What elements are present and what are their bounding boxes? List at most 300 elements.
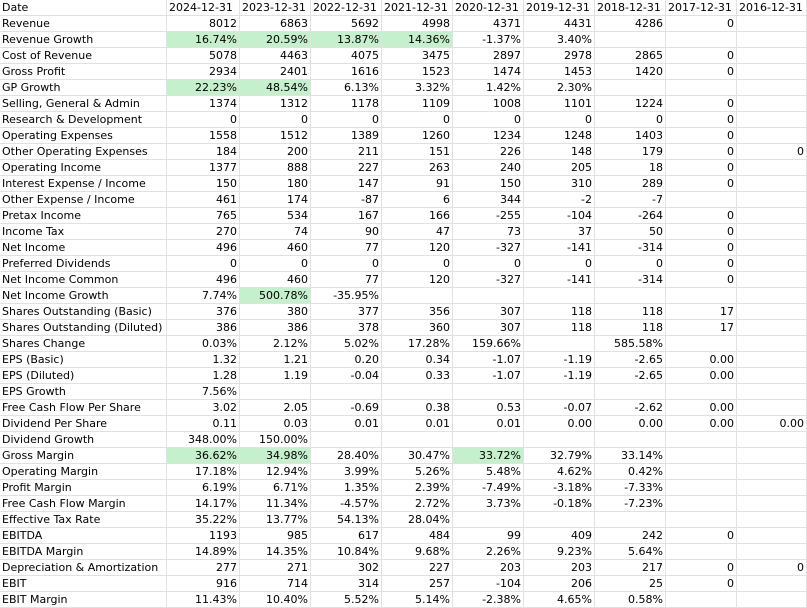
value-cell[interactable]: -2.38% — [453, 592, 524, 607]
value-cell[interactable] — [666, 80, 737, 95]
value-cell[interactable] — [311, 384, 382, 399]
value-cell[interactable]: -7.49% — [453, 480, 524, 495]
value-cell[interactable]: -0.18% — [524, 496, 595, 511]
row-label-cell[interactable]: Dividend Growth — [0, 432, 167, 447]
value-cell[interactable]: 13.87% — [311, 32, 382, 47]
value-cell[interactable]: -0.04 — [311, 368, 382, 383]
value-cell[interactable]: 2.26% — [453, 544, 524, 559]
value-cell[interactable]: 13.77% — [240, 512, 311, 527]
value-cell[interactable]: 54.13% — [311, 512, 382, 527]
value-cell[interactable]: 11.34% — [240, 496, 311, 511]
row-label-cell[interactable]: EBIT Margin — [0, 592, 167, 607]
value-cell[interactable] — [666, 480, 737, 495]
value-cell[interactable] — [737, 496, 807, 511]
value-cell[interactable]: -104 — [453, 576, 524, 591]
value-cell[interactable]: 0 — [666, 576, 737, 591]
value-cell[interactable]: 14.17% — [167, 496, 240, 511]
value-cell[interactable]: 5.52% — [311, 592, 382, 607]
value-cell[interactable]: 0.00 — [737, 416, 807, 431]
value-cell[interactable]: 148 — [524, 144, 595, 159]
value-cell[interactable]: 985 — [240, 528, 311, 543]
value-cell[interactable]: 174 — [240, 192, 311, 207]
value-cell[interactable] — [524, 432, 595, 447]
value-cell[interactable]: 0 — [666, 240, 737, 255]
value-cell[interactable] — [737, 192, 807, 207]
value-cell[interactable]: 1377 — [167, 160, 240, 175]
value-cell[interactable] — [666, 432, 737, 447]
header-cell-period[interactable]: 2021-12-31 — [382, 0, 453, 15]
header-cell-date[interactable]: Date — [0, 0, 167, 15]
value-cell[interactable] — [737, 336, 807, 351]
value-cell[interactable]: 0.03 — [240, 416, 311, 431]
value-cell[interactable]: 1193 — [167, 528, 240, 543]
value-cell[interactable] — [737, 160, 807, 175]
value-cell[interactable]: 500.78% — [240, 288, 311, 303]
value-cell[interactable]: 226 — [453, 144, 524, 159]
value-cell[interactable]: 33.14% — [595, 448, 666, 463]
value-cell[interactable] — [737, 544, 807, 559]
value-cell[interactable] — [666, 464, 737, 479]
value-cell[interactable]: 277 — [167, 560, 240, 575]
value-cell[interactable]: 0 — [666, 96, 737, 111]
value-cell[interactable]: 118 — [595, 304, 666, 319]
value-cell[interactable] — [666, 512, 737, 527]
value-cell[interactable] — [737, 368, 807, 383]
value-cell[interactable]: 585.58% — [595, 336, 666, 351]
value-cell[interactable]: 0 — [666, 224, 737, 239]
value-cell[interactable] — [666, 288, 737, 303]
value-cell[interactable]: 240 — [453, 160, 524, 175]
value-cell[interactable]: 1453 — [524, 64, 595, 79]
value-cell[interactable]: 9.23% — [524, 544, 595, 559]
value-cell[interactable]: 4371 — [453, 16, 524, 31]
value-cell[interactable]: 1234 — [453, 128, 524, 143]
value-cell[interactable]: 496 — [167, 240, 240, 255]
value-cell[interactable]: -0.07 — [524, 400, 595, 415]
value-cell[interactable]: 461 — [167, 192, 240, 207]
value-cell[interactable]: 348.00% — [167, 432, 240, 447]
value-cell[interactable]: 179 — [595, 144, 666, 159]
value-cell[interactable]: -255 — [453, 208, 524, 223]
value-cell[interactable]: 2.39% — [382, 480, 453, 495]
value-cell[interactable]: 4.62% — [524, 464, 595, 479]
value-cell[interactable]: 271 — [240, 560, 311, 575]
value-cell[interactable]: 35.22% — [167, 512, 240, 527]
value-cell[interactable]: 0.01 — [453, 416, 524, 431]
row-label-cell[interactable]: Effective Tax Rate — [0, 512, 167, 527]
row-label-cell[interactable]: Free Cash Flow Margin — [0, 496, 167, 511]
value-cell[interactable]: 2.72% — [382, 496, 453, 511]
value-cell[interactable]: 0 — [666, 112, 737, 127]
value-cell[interactable]: 120 — [382, 240, 453, 255]
value-cell[interactable] — [666, 336, 737, 351]
value-cell[interactable]: 17.18% — [167, 464, 240, 479]
row-label-cell[interactable]: EPS (Basic) — [0, 352, 167, 367]
value-cell[interactable]: 3.73% — [453, 496, 524, 511]
value-cell[interactable]: 2865 — [595, 48, 666, 63]
value-cell[interactable]: 765 — [167, 208, 240, 223]
row-label-cell[interactable]: Shares Outstanding (Diluted) — [0, 320, 167, 335]
value-cell[interactable]: 496 — [167, 272, 240, 287]
value-cell[interactable]: 211 — [311, 144, 382, 159]
value-cell[interactable] — [524, 288, 595, 303]
value-cell[interactable]: 0 — [167, 112, 240, 127]
value-cell[interactable] — [453, 432, 524, 447]
header-cell-period[interactable]: 2024-12-31 — [167, 0, 240, 15]
value-cell[interactable]: 310 — [524, 176, 595, 191]
value-cell[interactable]: 409 — [524, 528, 595, 543]
value-cell[interactable]: 2.12% — [240, 336, 311, 351]
value-cell[interactable] — [453, 384, 524, 399]
row-label-cell[interactable]: Gross Margin — [0, 448, 167, 463]
row-label-cell[interactable]: Shares Change — [0, 336, 167, 351]
row-label-cell[interactable]: Net Income Growth — [0, 288, 167, 303]
value-cell[interactable]: 4286 — [595, 16, 666, 31]
value-cell[interactable]: 205 — [524, 160, 595, 175]
value-cell[interactable] — [666, 384, 737, 399]
value-cell[interactable]: 270 — [167, 224, 240, 239]
value-cell[interactable] — [666, 32, 737, 47]
value-cell[interactable] — [453, 512, 524, 527]
value-cell[interactable]: 0 — [595, 112, 666, 127]
value-cell[interactable]: 5.64% — [595, 544, 666, 559]
value-cell[interactable] — [737, 80, 807, 95]
value-cell[interactable]: 0 — [737, 144, 807, 159]
value-cell[interactable]: -35.95% — [311, 288, 382, 303]
value-cell[interactable]: 118 — [595, 320, 666, 335]
value-cell[interactable]: 7.74% — [167, 288, 240, 303]
row-label-cell[interactable]: GP Growth — [0, 80, 167, 95]
value-cell[interactable]: 73 — [453, 224, 524, 239]
value-cell[interactable]: -314 — [595, 272, 666, 287]
value-cell[interactable]: 0.00 — [666, 400, 737, 415]
value-cell[interactable]: 1248 — [524, 128, 595, 143]
value-cell[interactable]: 37 — [524, 224, 595, 239]
value-cell[interactable]: 118 — [524, 304, 595, 319]
value-cell[interactable]: 380 — [240, 304, 311, 319]
value-cell[interactable]: 360 — [382, 320, 453, 335]
value-cell[interactable]: 0.00 — [595, 416, 666, 431]
value-cell[interactable]: 47 — [382, 224, 453, 239]
value-cell[interactable]: 159.66% — [453, 336, 524, 351]
value-cell[interactable] — [737, 32, 807, 47]
value-cell[interactable]: 180 — [240, 176, 311, 191]
value-cell[interactable]: 77 — [311, 272, 382, 287]
value-cell[interactable]: -314 — [595, 240, 666, 255]
value-cell[interactable]: 0 — [666, 16, 737, 31]
value-cell[interactable]: 167 — [311, 208, 382, 223]
value-cell[interactable]: 0.33 — [382, 368, 453, 383]
value-cell[interactable]: 916 — [167, 576, 240, 591]
value-cell[interactable]: 17 — [666, 320, 737, 335]
value-cell[interactable] — [737, 512, 807, 527]
row-label-cell[interactable]: Research & Development — [0, 112, 167, 127]
value-cell[interactable]: 0 — [666, 256, 737, 271]
value-cell[interactable] — [595, 384, 666, 399]
value-cell[interactable]: 18 — [595, 160, 666, 175]
value-cell[interactable]: 90 — [311, 224, 382, 239]
value-cell[interactable]: 8012 — [167, 16, 240, 31]
row-label-cell[interactable]: Operating Income — [0, 160, 167, 175]
value-cell[interactable]: 1523 — [382, 64, 453, 79]
row-label-cell[interactable]: Income Tax — [0, 224, 167, 239]
value-cell[interactable]: 3.40% — [524, 32, 595, 47]
value-cell[interactable]: 0 — [666, 528, 737, 543]
value-cell[interactable]: 0 — [382, 256, 453, 271]
value-cell[interactable]: -1.19 — [524, 368, 595, 383]
row-label-cell[interactable]: Free Cash Flow Per Share — [0, 400, 167, 415]
value-cell[interactable]: 22.23% — [167, 80, 240, 95]
value-cell[interactable] — [737, 96, 807, 111]
value-cell[interactable]: 1178 — [311, 96, 382, 111]
value-cell[interactable]: 91 — [382, 176, 453, 191]
value-cell[interactable] — [737, 576, 807, 591]
value-cell[interactable] — [737, 352, 807, 367]
value-cell[interactable]: 1101 — [524, 96, 595, 111]
value-cell[interactable]: 289 — [595, 176, 666, 191]
row-label-cell[interactable]: Interest Expense / Income — [0, 176, 167, 191]
value-cell[interactable]: -0.69 — [311, 400, 382, 415]
value-cell[interactable]: 1.28 — [167, 368, 240, 383]
value-cell[interactable]: 302 — [311, 560, 382, 575]
value-cell[interactable]: -104 — [524, 208, 595, 223]
value-cell[interactable]: 0 — [666, 208, 737, 223]
value-cell[interactable]: 1374 — [167, 96, 240, 111]
value-cell[interactable]: 0.00 — [666, 352, 737, 367]
value-cell[interactable]: 6.13% — [311, 80, 382, 95]
value-cell[interactable]: 377 — [311, 304, 382, 319]
value-cell[interactable] — [311, 432, 382, 447]
value-cell[interactable] — [666, 192, 737, 207]
row-label-cell[interactable]: Pretax Income — [0, 208, 167, 223]
value-cell[interactable]: 0.34 — [382, 352, 453, 367]
row-label-cell[interactable]: EBITDA Margin — [0, 544, 167, 559]
value-cell[interactable] — [666, 544, 737, 559]
value-cell[interactable]: 1512 — [240, 128, 311, 143]
value-cell[interactable] — [737, 288, 807, 303]
value-cell[interactable] — [382, 432, 453, 447]
header-cell-period[interactable]: 2018-12-31 — [595, 0, 666, 15]
value-cell[interactable]: 6.71% — [240, 480, 311, 495]
row-label-cell[interactable]: Preferred Dividends — [0, 256, 167, 271]
value-cell[interactable]: 0.20 — [311, 352, 382, 367]
value-cell[interactable] — [595, 288, 666, 303]
header-cell-period[interactable]: 2020-12-31 — [453, 0, 524, 15]
value-cell[interactable]: 4431 — [524, 16, 595, 31]
value-cell[interactable] — [737, 528, 807, 543]
value-cell[interactable]: 0 — [666, 144, 737, 159]
value-cell[interactable]: 184 — [167, 144, 240, 159]
value-cell[interactable]: 307 — [453, 304, 524, 319]
value-cell[interactable]: 120 — [382, 272, 453, 287]
value-cell[interactable]: 1558 — [167, 128, 240, 143]
value-cell[interactable] — [595, 512, 666, 527]
value-cell[interactable]: 0.01 — [382, 416, 453, 431]
value-cell[interactable]: 0 — [524, 256, 595, 271]
value-cell[interactable]: 3475 — [382, 48, 453, 63]
value-cell[interactable] — [737, 256, 807, 271]
value-cell[interactable]: 4075 — [311, 48, 382, 63]
value-cell[interactable] — [737, 304, 807, 319]
value-cell[interactable]: 150 — [167, 176, 240, 191]
value-cell[interactable]: 378 — [311, 320, 382, 335]
value-cell[interactable]: 5.14% — [382, 592, 453, 607]
value-cell[interactable]: 5.02% — [311, 336, 382, 351]
row-label-cell[interactable]: Revenue Growth — [0, 32, 167, 47]
value-cell[interactable] — [737, 320, 807, 335]
value-cell[interactable]: 1474 — [453, 64, 524, 79]
row-label-cell[interactable]: Other Operating Expenses — [0, 144, 167, 159]
value-cell[interactable]: 50 — [595, 224, 666, 239]
value-cell[interactable]: 0 — [737, 560, 807, 575]
value-cell[interactable]: 714 — [240, 576, 311, 591]
value-cell[interactable]: -7.23% — [595, 496, 666, 511]
value-cell[interactable]: 0 — [666, 160, 737, 175]
value-cell[interactable]: 36.62% — [167, 448, 240, 463]
value-cell[interactable]: 1.21 — [240, 352, 311, 367]
value-cell[interactable]: 5.48% — [453, 464, 524, 479]
value-cell[interactable]: 3.32% — [382, 80, 453, 95]
value-cell[interactable]: 0 — [167, 256, 240, 271]
header-cell-period[interactable]: 2022-12-31 — [311, 0, 382, 15]
value-cell[interactable]: 7.56% — [167, 384, 240, 399]
value-cell[interactable]: 33.72% — [453, 448, 524, 463]
value-cell[interactable]: 14.35% — [240, 544, 311, 559]
value-cell[interactable]: 28.40% — [311, 448, 382, 463]
value-cell[interactable]: -141 — [524, 240, 595, 255]
row-label-cell[interactable]: Gross Profit — [0, 64, 167, 79]
value-cell[interactable]: 16.74% — [167, 32, 240, 47]
value-cell[interactable]: -2 — [524, 192, 595, 207]
value-cell[interactable]: 217 — [595, 560, 666, 575]
value-cell[interactable]: 376 — [167, 304, 240, 319]
value-cell[interactable]: 9.68% — [382, 544, 453, 559]
row-label-cell[interactable]: Depreciation & Amortization — [0, 560, 167, 575]
value-cell[interactable]: 1616 — [311, 64, 382, 79]
value-cell[interactable] — [524, 384, 595, 399]
value-cell[interactable] — [666, 496, 737, 511]
value-cell[interactable]: 4.65% — [524, 592, 595, 607]
value-cell[interactable]: 17.28% — [382, 336, 453, 351]
value-cell[interactable]: 888 — [240, 160, 311, 175]
value-cell[interactable]: 617 — [311, 528, 382, 543]
value-cell[interactable] — [737, 208, 807, 223]
value-cell[interactable]: 14.89% — [167, 544, 240, 559]
value-cell[interactable]: 0 — [666, 48, 737, 63]
value-cell[interactable]: 32.79% — [524, 448, 595, 463]
value-cell[interactable]: 4998 — [382, 16, 453, 31]
row-label-cell[interactable]: Dividend Per Share — [0, 416, 167, 431]
header-cell-period[interactable]: 2023-12-31 — [240, 0, 311, 15]
value-cell[interactable]: -2.65 — [595, 368, 666, 383]
row-label-cell[interactable]: Shares Outstanding (Basic) — [0, 304, 167, 319]
value-cell[interactable]: 1420 — [595, 64, 666, 79]
value-cell[interactable] — [737, 448, 807, 463]
value-cell[interactable]: -327 — [453, 240, 524, 255]
value-cell[interactable]: -1.19 — [524, 352, 595, 367]
value-cell[interactable]: 0 — [311, 256, 382, 271]
value-cell[interactable] — [737, 16, 807, 31]
value-cell[interactable]: 460 — [240, 240, 311, 255]
value-cell[interactable]: 11.43% — [167, 592, 240, 607]
value-cell[interactable]: 12.94% — [240, 464, 311, 479]
value-cell[interactable]: 356 — [382, 304, 453, 319]
row-label-cell[interactable]: EBITDA — [0, 528, 167, 543]
value-cell[interactable]: 534 — [240, 208, 311, 223]
value-cell[interactable] — [524, 336, 595, 351]
value-cell[interactable]: -1.37% — [453, 32, 524, 47]
row-label-cell[interactable]: Operating Expenses — [0, 128, 167, 143]
row-label-cell[interactable]: Revenue — [0, 16, 167, 31]
value-cell[interactable]: 99 — [453, 528, 524, 543]
value-cell[interactable]: 1312 — [240, 96, 311, 111]
value-cell[interactable] — [240, 384, 311, 399]
row-label-cell[interactable]: Profit Margin — [0, 480, 167, 495]
value-cell[interactable]: 20.59% — [240, 32, 311, 47]
value-cell[interactable]: 2401 — [240, 64, 311, 79]
value-cell[interactable]: 0.58% — [595, 592, 666, 607]
value-cell[interactable]: 206 — [524, 576, 595, 591]
value-cell[interactable] — [382, 288, 453, 303]
row-label-cell[interactable]: EPS Growth — [0, 384, 167, 399]
value-cell[interactable] — [595, 80, 666, 95]
value-cell[interactable]: -1.07 — [453, 368, 524, 383]
value-cell[interactable]: 48.54% — [240, 80, 311, 95]
value-cell[interactable]: 0 — [524, 112, 595, 127]
value-cell[interactable]: 2897 — [453, 48, 524, 63]
value-cell[interactable]: 25 — [595, 576, 666, 591]
value-cell[interactable]: 1008 — [453, 96, 524, 111]
value-cell[interactable]: 0 — [453, 256, 524, 271]
value-cell[interactable]: 10.84% — [311, 544, 382, 559]
value-cell[interactable]: 0.00 — [666, 368, 737, 383]
value-cell[interactable]: 386 — [167, 320, 240, 335]
value-cell[interactable]: -7.33% — [595, 480, 666, 495]
value-cell[interactable]: 1.19 — [240, 368, 311, 383]
value-cell[interactable]: 0 — [382, 112, 453, 127]
value-cell[interactable]: 5.26% — [382, 464, 453, 479]
value-cell[interactable] — [595, 432, 666, 447]
value-cell[interactable]: 1.32 — [167, 352, 240, 367]
value-cell[interactable]: 14.36% — [382, 32, 453, 47]
value-cell[interactable]: 0.01 — [311, 416, 382, 431]
value-cell[interactable]: 2978 — [524, 48, 595, 63]
value-cell[interactable]: 0 — [240, 112, 311, 127]
value-cell[interactable]: 0.11 — [167, 416, 240, 431]
value-cell[interactable]: 147 — [311, 176, 382, 191]
value-cell[interactable] — [524, 512, 595, 527]
value-cell[interactable]: 307 — [453, 320, 524, 335]
value-cell[interactable]: 6.19% — [167, 480, 240, 495]
value-cell[interactable]: -264 — [595, 208, 666, 223]
value-cell[interactable]: 3.02 — [167, 400, 240, 415]
value-cell[interactable]: 118 — [524, 320, 595, 335]
value-cell[interactable]: 0 — [453, 112, 524, 127]
value-cell[interactable]: 263 — [382, 160, 453, 175]
value-cell[interactable]: 0.53 — [453, 400, 524, 415]
value-cell[interactable]: 203 — [524, 560, 595, 575]
row-label-cell[interactable]: Other Expense / Income — [0, 192, 167, 207]
value-cell[interactable]: 386 — [240, 320, 311, 335]
value-cell[interactable]: -141 — [524, 272, 595, 287]
value-cell[interactable] — [737, 592, 807, 607]
value-cell[interactable]: 4463 — [240, 48, 311, 63]
row-label-cell[interactable]: EPS (Diluted) — [0, 368, 167, 383]
value-cell[interactable]: 34.98% — [240, 448, 311, 463]
header-cell-period[interactable]: 2017-12-31 — [666, 0, 737, 15]
value-cell[interactable] — [737, 112, 807, 127]
value-cell[interactable]: 0 — [311, 112, 382, 127]
